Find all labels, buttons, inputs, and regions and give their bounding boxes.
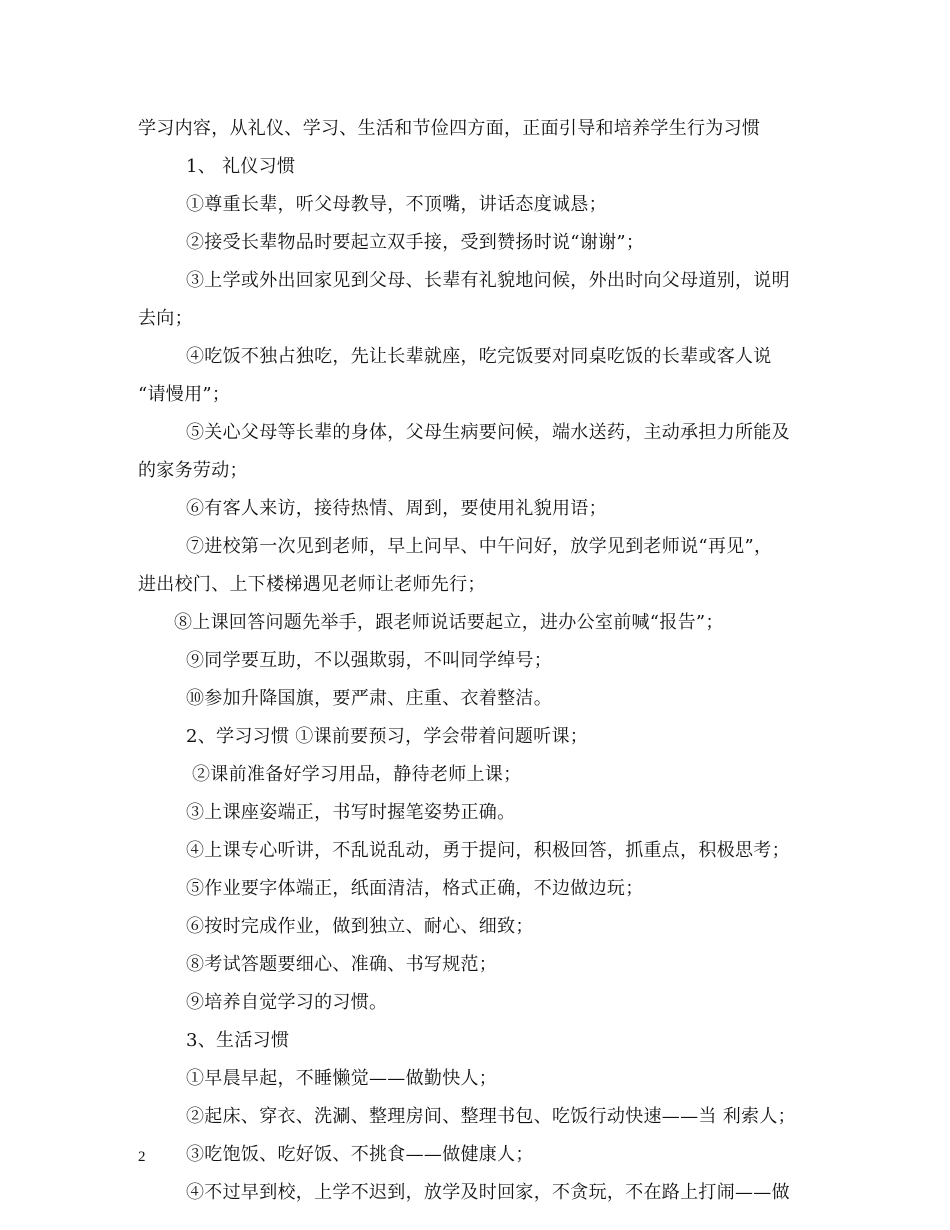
text-line-2: 1、 礼仪习惯 — [186, 156, 296, 177]
text-line-22: ⑥按时完成作业，做到独立、耐心、细致； — [186, 916, 534, 937]
text-line-18: ②课前准备好学习用品，静待老师上课； — [192, 764, 522, 785]
text-line-8: “请慢用”； — [138, 384, 231, 405]
text-line-13: 进出校门、上下楼梯遇见老师让老师先行； — [138, 574, 486, 595]
text-line-6: 去向； — [138, 308, 193, 329]
text-line-12: ⑦进校第一次见到老师，早上问早、中午问好，放学见到老师说“再见”， — [186, 536, 773, 557]
text-line-9: ⑤关心父母等长辈的身体，父母生病要问候，端水送药，主动承担力所能及 — [186, 422, 790, 443]
text-line-16: ⑩参加升降国旗，要严肃、庄重、衣着整洁。 — [186, 688, 552, 709]
text-line-19: ③上课座姿端正，书写时握笔姿势正确。 — [186, 802, 516, 823]
text-line-10: 的家务劳动； — [138, 460, 248, 481]
text-line-5: ③上学或外出回家见到父母、长辈有礼貌地问候，外出时向父母道别，说明 — [186, 270, 790, 291]
text-line-24: ⑨培养自觉学习的习惯。 — [186, 992, 388, 1013]
text-line-27: ②起床、穿衣、洗涮、整理房间、整理书包、吃饭行动快速——当 利索人； — [186, 1106, 796, 1127]
text-line-3: ①尊重长辈，听父母教导，不顶嘴，讲话态度诚恳； — [186, 194, 607, 215]
text-line-11: ⑥有客人来访，接待热情、周到，要使用礼貌用语； — [186, 498, 607, 519]
text-line-20: ④上课专心听讲，不乱说乱动，勇于提问，积极回答，抓重点，积极思考； — [186, 840, 790, 861]
text-line-25: 3、生活习惯 — [186, 1030, 290, 1051]
text-line-26: ①早晨早起，不睡懒觉——做勤快人； — [186, 1068, 498, 1089]
text-line-14: ⑧上课回答问题先举手，跟老师说话要起立，进办公室前喊“报告”； — [174, 612, 724, 633]
text-line-4: ②接受长辈物品时要起立双手接，受到赞扬时说“谢谢”； — [186, 232, 645, 253]
text-line-7: ④吃饭不独占独吃，先让长辈就座，吃完饭要对同桌吃饭的长辈或客人说 — [186, 346, 772, 367]
text-line-1: 学习内容，从礼仪、学习、生活和节俭四方面，正面引导和培养学生行为习惯 — [138, 118, 761, 139]
text-line-23: ⑧考试答题要细心、准确、书写规范； — [186, 954, 498, 975]
text-line-28: ③吃饱饭、吃好饭、不挑食——做健康人； — [186, 1144, 534, 1165]
text-line-15: ⑨同学要互助，不以强欺弱，不叫同学绰号； — [186, 650, 552, 671]
text-line-17: 2、学习习惯 ①课前要预习，学会带着问题听课； — [186, 726, 589, 747]
text-line-29: ④不过早到校，上学不迟到，放学及时回家，不贪玩，不在路上打闹——做 — [186, 1182, 790, 1203]
page-number: 2 — [138, 1149, 146, 1165]
text-line-21: ⑤作业要字体端正，纸面清洁，格式正确，不边做边玩； — [186, 878, 644, 899]
